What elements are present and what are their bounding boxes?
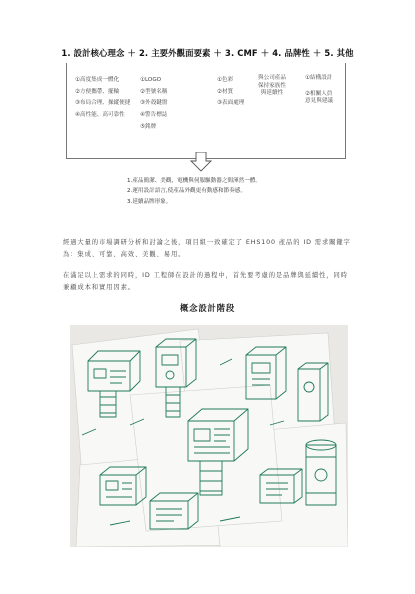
paragraph-priorities: 在滿足以上需求的同時，ID 工程師在設計的過程中，首先要考慮的是品牌與延續性，同時兼顧成本和實用因素。 xyxy=(63,272,348,292)
other-item: 意見與建議 xyxy=(305,98,333,104)
appearance-elements-column xyxy=(140,75,167,134)
concept-item: ②方便攜帶、擺輪 xyxy=(75,88,120,95)
result-item: 1.產品簡潔、美觀，電機與伺服驅動器之間渾然一體。 xyxy=(127,178,261,184)
appearance-item: ⑤銘牌 xyxy=(140,123,157,130)
brand-column xyxy=(258,75,286,98)
appearance-item: ③外殼鍵盤 xyxy=(140,100,168,107)
design-concept-column xyxy=(75,75,130,122)
appearance-item: ①LOGO xyxy=(140,77,162,83)
section-title: 概念設計階段 xyxy=(179,303,236,313)
result-item: 2.運用設計語言,使產品外觀更有動感和節奏感。 xyxy=(127,188,246,195)
result-item: 3.延續品牌形象。 xyxy=(127,198,172,205)
concept-sketch-photo xyxy=(70,325,348,547)
concept-item: ①高度集成一體化 xyxy=(75,77,120,83)
other-column xyxy=(305,75,333,106)
down-arrow-icon xyxy=(190,152,212,172)
cmf-column xyxy=(217,75,244,110)
concept-sketch-drawing xyxy=(70,325,348,547)
cmf-item: ①色彩 xyxy=(217,77,234,83)
other-item: ②相關人員 xyxy=(305,90,333,97)
brand-line: 與延續性 xyxy=(260,90,284,96)
brand-line: 保持家族性 xyxy=(258,82,286,89)
appearance-item: ④警告標誌 xyxy=(140,112,168,119)
appearance-item: ②型號名稱 xyxy=(140,88,168,95)
concept-item: ③布局合理、操縱便捷 xyxy=(75,100,131,107)
cmf-item: ②材質 xyxy=(217,88,234,95)
cmf-item: ③表面處理 xyxy=(217,100,245,107)
process-heading: 1. 設計核心理念 ＋ 2. 主要外觀面要素 ＋ 3. CMF ＋ 4. 品牌性 ＋ 5. 其他 xyxy=(61,48,354,58)
brand-line: 與公司產品 xyxy=(258,75,286,81)
paragraph-keywords: 經過大量的市場調研分析和討論之後，項目組一致確定了 EHS100 產品的 ID 需求關鍵字為：集成、可靠、高效、美觀、易用。 xyxy=(63,239,351,259)
concept-item: ④高性能、高可靠性 xyxy=(75,112,125,119)
design-results xyxy=(127,176,261,207)
other-item: ①結構設計 xyxy=(305,75,333,81)
